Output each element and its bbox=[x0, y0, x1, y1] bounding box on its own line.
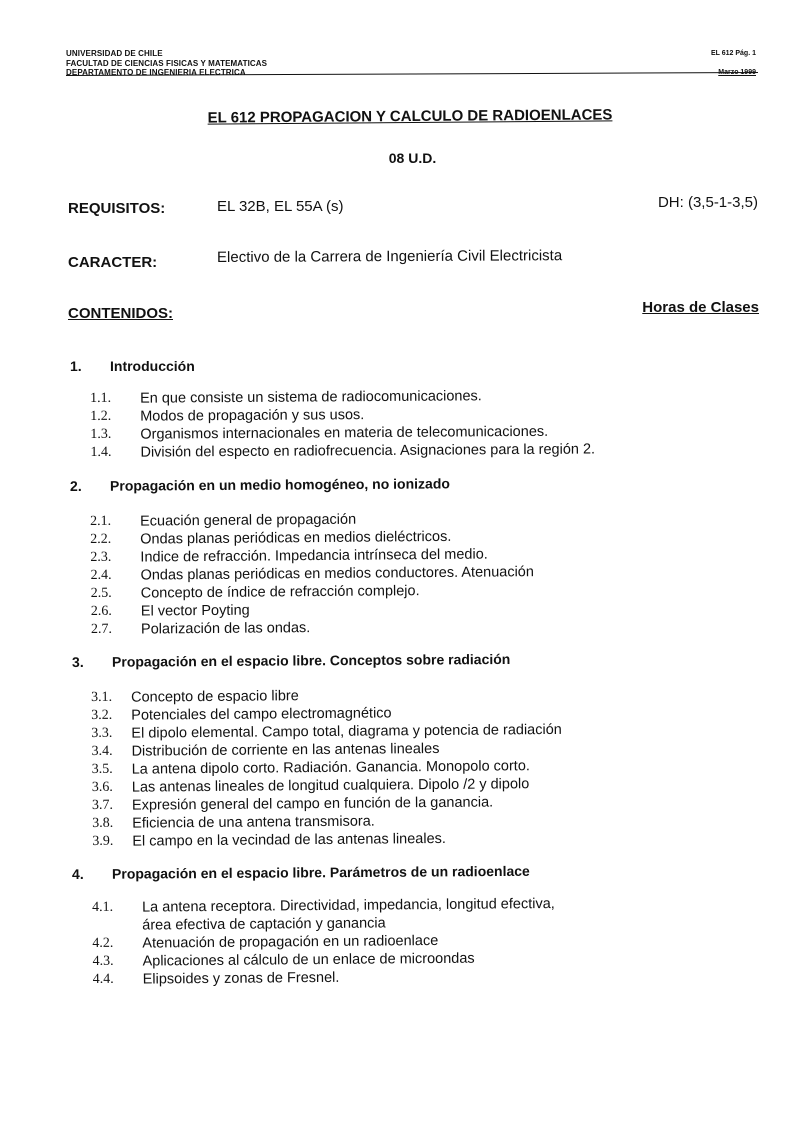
section-2-number: 2. bbox=[69, 477, 82, 494]
list-item: 1.2. Modos de propagación y sus usos. bbox=[90, 407, 365, 425]
list-item: 2.1. Ecuación general de propagación bbox=[90, 511, 357, 530]
list-item: 3.7. Expresión general del campo en función de la ganancia. bbox=[91, 794, 494, 814]
list-item: 2.5. Concepto de índice de refracción complejo. bbox=[90, 583, 420, 602]
section-3-number: 3. bbox=[71, 653, 84, 670]
section-4-number: 4. bbox=[71, 865, 84, 882]
page-header-right bbox=[711, 44, 756, 82]
hours-label: Horas de Clases bbox=[642, 299, 759, 316]
list-item: 4.4. Elipsoides y zonas de Fresnel. bbox=[92, 969, 340, 988]
section-2-title bbox=[70, 475, 450, 494]
list-item: 2.4. Ondas planas periódicas en medios conductores. Atenuación bbox=[90, 564, 534, 584]
section-2-list bbox=[90, 509, 534, 639]
list-item: 3.2. Potenciales del campo electromagnético bbox=[91, 705, 392, 724]
list-item: 3.9. El campo en la vecindad de las antenas lineales. bbox=[92, 830, 446, 850]
list-item: 4.1. La antena receptora. Directividad, impedancia, longitud efectiva, bbox=[92, 895, 555, 916]
list-item: 1.3. Organismos internacionales en materia de telecomunicaciones. bbox=[90, 423, 549, 443]
list-item: 3.6. Las antenas lineales de longitud cualquiera. Dipolo /2 y dipolo bbox=[91, 776, 530, 796]
caracter-value: Electivo de la Carrera de Ingeniería Civil Electricista bbox=[216, 247, 563, 266]
section-3-title bbox=[72, 651, 510, 670]
list-item: 4.3. Aplicaciones al cálculo de un enlace de microondas bbox=[92, 950, 475, 970]
caracter-label: CARACTER: bbox=[68, 254, 158, 271]
faculty-name: FACULTAD DE CIENCIAS FISICAS Y MATEMATICAS bbox=[66, 58, 268, 68]
list-item: 3.1. Concepto de espacio libre bbox=[91, 688, 299, 706]
section-3-list bbox=[91, 685, 563, 851]
section-4-heading: Propagación en el espacio libre. Parámetros de un radioenlace bbox=[111, 862, 530, 882]
section-1-number: 1. bbox=[70, 358, 82, 374]
requisitos-label: REQUISITOS: bbox=[68, 200, 166, 217]
list-item: 3.3. El dipolo elemental. Campo total, diagrama y potencia de radiación bbox=[91, 721, 562, 742]
list-item: 3.4. Distribución de corriente en las antenas lineales bbox=[91, 740, 440, 760]
list-item: 2.3. Indice de refracción. Impedancia intrínseca del medio. bbox=[90, 546, 488, 566]
list-item-continuation: área efectiva de captación y ganancia bbox=[142, 915, 386, 934]
institution-header bbox=[66, 49, 267, 78]
document-date: Marzo 1999 bbox=[718, 69, 756, 76]
course-page-number: EL 612 Pág. 1 bbox=[710, 50, 756, 57]
section-4-list bbox=[92, 895, 555, 989]
dh-hours: DH: (3,5-1-3,5) bbox=[657, 194, 758, 211]
contenidos-label: CONTENIDOS: bbox=[68, 305, 173, 322]
list-item: 2.2. Ondas planas periódicas en medios dieléctricos. bbox=[90, 528, 452, 548]
section-4-title bbox=[72, 863, 530, 882]
course-units: 08 U.D. bbox=[388, 150, 437, 166]
department-name: DEPARTAMENTO DE INGENIERIA ELECTRICA bbox=[66, 68, 246, 77]
section-2-heading: Propagación en un medio homogéneo, no ionizado bbox=[109, 475, 450, 494]
section-3-heading: Propagación en el espacio libre. Conceptos sobre radiación bbox=[111, 650, 511, 670]
course-title: EL 612 PROPAGACION Y CALCULO DE RADIOENLACES bbox=[207, 106, 613, 127]
list-item: 3.8. Eficiencia de una antena transmisora. bbox=[92, 813, 375, 832]
list-item: 4.2. Atenuación de propagación en un radioenlace bbox=[92, 932, 439, 952]
list-item: 3.5. La antena dipolo corto. Radiación. Ganancia. Monopolo corto. bbox=[91, 758, 530, 778]
section-1-heading: Introducción bbox=[110, 358, 195, 374]
section-1-list bbox=[90, 386, 595, 462]
list-item: 2.6. El vector Poyting bbox=[90, 602, 250, 620]
list-item: 1.1. En que consiste un sistema de radiocomunicaciones. bbox=[90, 388, 482, 407]
university-name: UNIVERSIDAD DE CHILE bbox=[66, 49, 163, 58]
section-1-title bbox=[70, 358, 195, 374]
list-item: 1.4. División del especto en radiofrecuencia. Asignaciones para la región 2. bbox=[90, 441, 596, 461]
requisitos-value: EL 32B, EL 55A (s) bbox=[217, 198, 344, 215]
list-item: 2.7. Polarización de las ondas. bbox=[90, 620, 311, 638]
